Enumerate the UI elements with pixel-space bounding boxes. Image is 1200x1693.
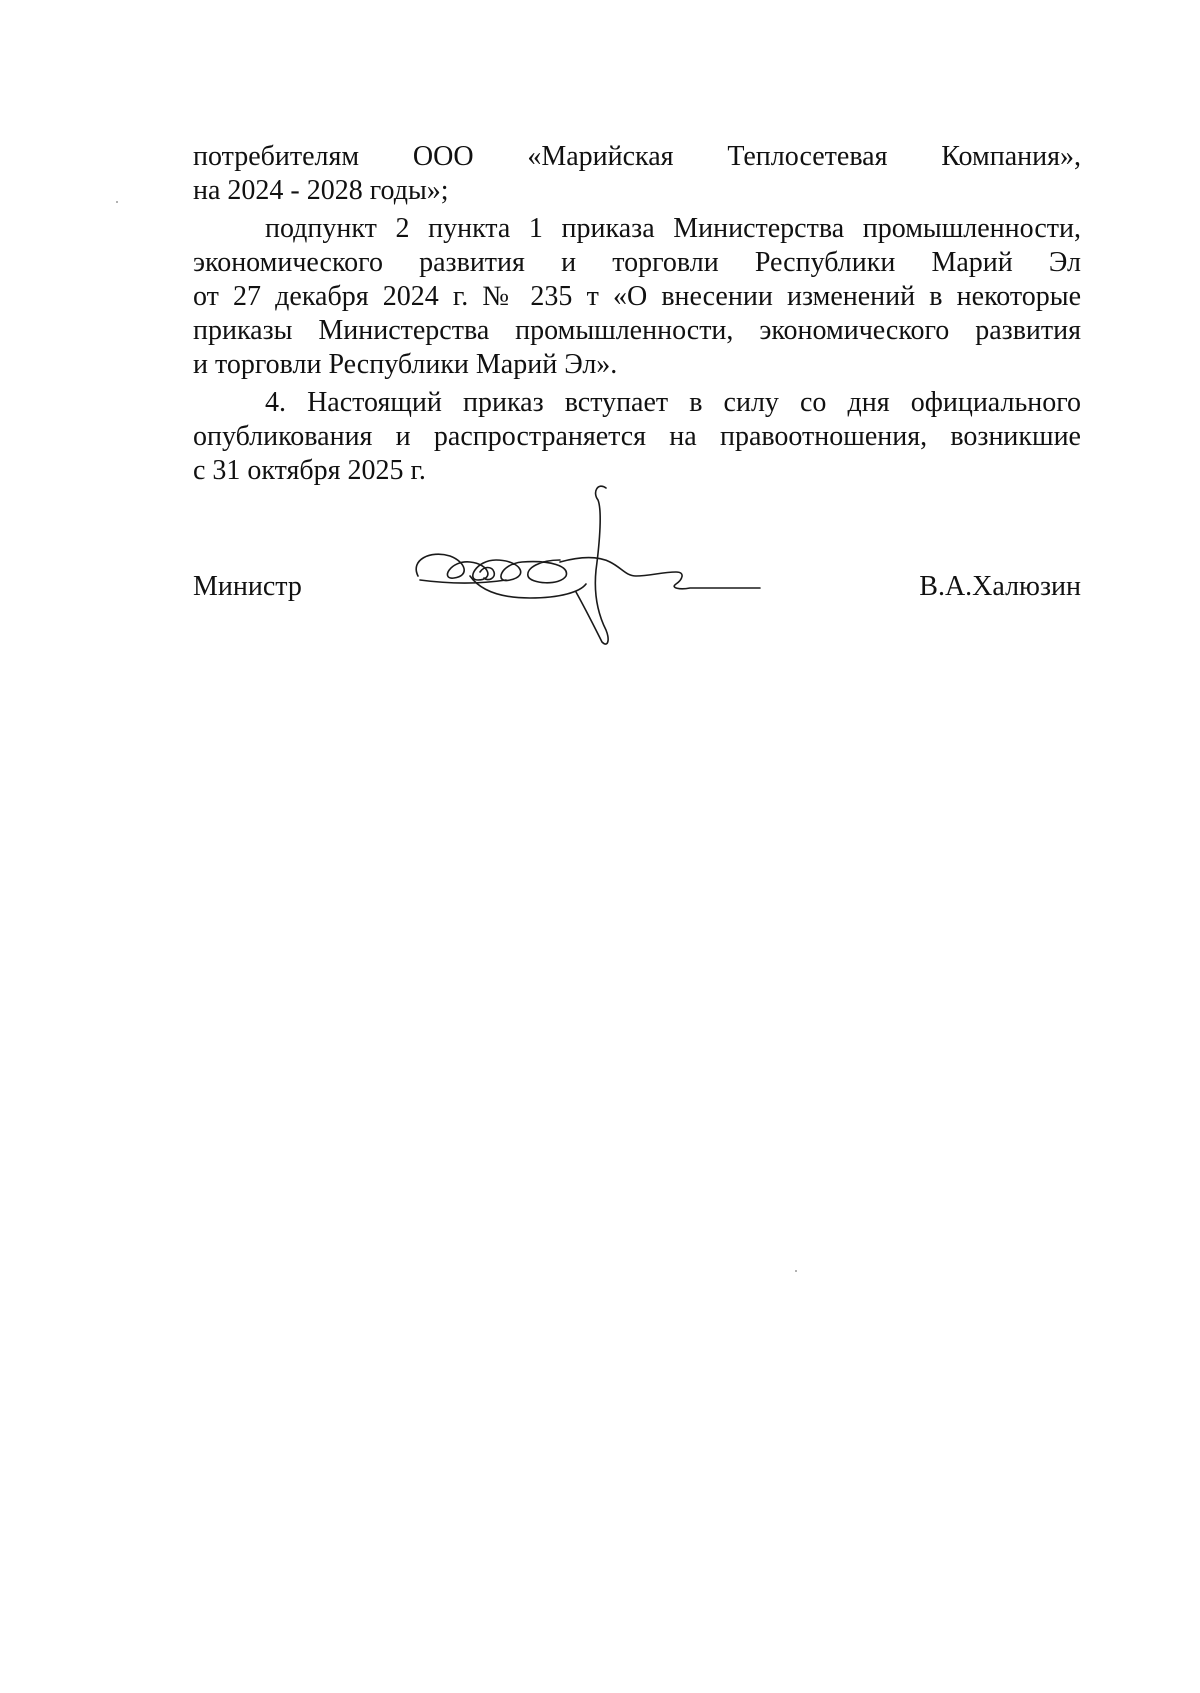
- paragraph-1: [193, 140, 1081, 208]
- paragraph-line: подпункт 2 пункта 1 приказа Министерства промышленности,: [265, 213, 1081, 244]
- scan-speck: [795, 1270, 797, 1272]
- signature-block: [193, 570, 1081, 610]
- signatory-position: Министр: [193, 571, 302, 602]
- scan-speck: [116, 201, 118, 203]
- handwritten-signature: [410, 480, 810, 650]
- paragraph-line: 4. Настоящий приказ вступает в силу со дня официального: [265, 387, 1081, 418]
- paragraph-line: от 27 декабря 2024 г. № 235 т «О внесении изменений в некоторые: [193, 281, 1081, 312]
- signatory-name: В.А.Халюзин: [919, 571, 1081, 602]
- paragraph-line: с 31 октября 2025 г.: [193, 455, 426, 486]
- paragraph-2: [193, 212, 1081, 382]
- paragraph-line: на 2024 - 2028 годы»;: [193, 175, 449, 206]
- paragraph-line: и торговли Республики Марий Эл».: [193, 349, 618, 380]
- paragraph-line: опубликования и распространяется на правоотношения, возникшие: [193, 421, 1081, 452]
- paragraph-line: экономического развития и торговли Республики Марий Эл: [193, 247, 1081, 278]
- paragraph-line: потребителям ООО «Марийская Теплосетевая Компания»,: [193, 141, 1081, 172]
- paragraph-3: [193, 386, 1081, 488]
- paragraph-line: приказы Министерства промышленности, экономического развития: [193, 315, 1081, 346]
- document-body: [193, 140, 1081, 488]
